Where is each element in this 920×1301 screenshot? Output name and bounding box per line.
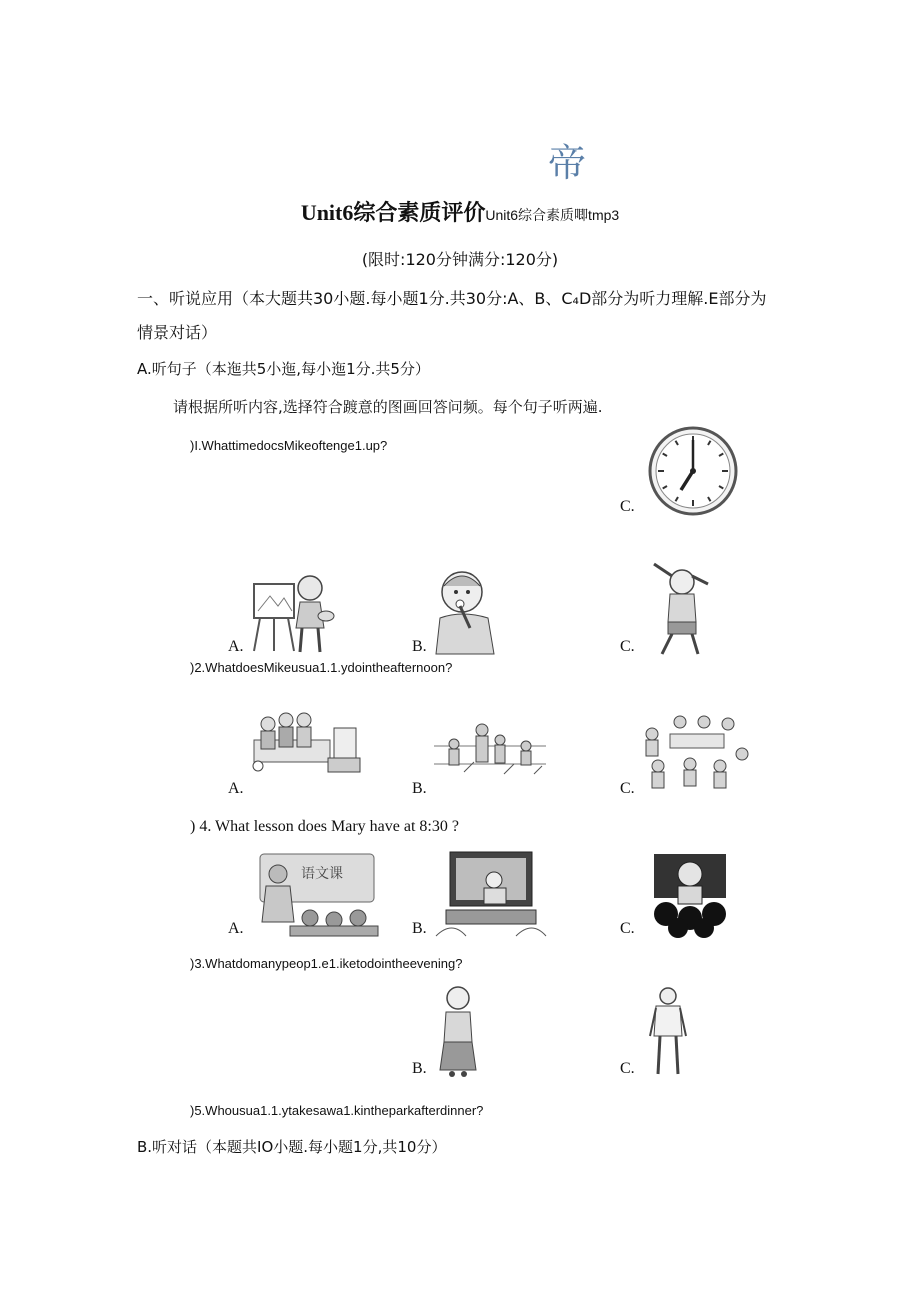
option-label-b: B. <box>412 780 427 797</box>
students-playing-image <box>640 714 752 794</box>
option-label-a: A. <box>228 638 244 655</box>
people-in-park-image <box>434 716 546 776</box>
question-1: )I.WhattimedocsMikeoftenge1.up? <box>190 438 388 453</box>
question-4: ) 4. What lesson does Mary have at 8:30 ? <box>190 818 459 835</box>
title-main: Unit6综合素质评价 <box>300 200 486 225</box>
page-title <box>0 196 920 227</box>
option-label-a: A. <box>228 920 244 937</box>
title-sub: Unit6综合素质唧tmp3 <box>485 207 620 223</box>
boy-exercising-image <box>642 564 722 656</box>
section1-heading: 一、听说应用（本大题共30小题.每小题1分.共30分:A、B、C₄D部分为听力理解.E部分为 <box>137 289 767 308</box>
old-woman-image <box>434 984 484 1080</box>
option-label-c: C. <box>620 780 635 797</box>
partA-instruction: 请根据所听内容,选择符合踱意的图画回答问频。每个句子听两遍. <box>173 398 603 416</box>
clock-image <box>648 426 738 516</box>
partA-heading: A.听句子（本迤共5小迤,每小迤1分.共5分） <box>137 360 430 378</box>
partB-heading: B.听对话（本题共IO小题.每小题1分,共10分） <box>137 1138 447 1156</box>
board-text: 语文课 <box>301 866 343 882</box>
option-label-c: C. <box>620 1060 635 1077</box>
question-3: )3.Whatdomanypeop1.e1.iketodointheevening? <box>190 956 463 971</box>
option-label-c: C. <box>620 498 635 515</box>
option-label-b: B. <box>412 1060 427 1077</box>
option-label-b: B. <box>412 920 427 937</box>
time-limit: (限时:120分钟满分:120分) <box>361 250 559 269</box>
school-logo: 帝 <box>548 141 587 185</box>
option-label-c: C. <box>620 920 635 937</box>
option-label-b: B. <box>412 638 427 655</box>
boy-brushing-teeth-image <box>430 566 505 656</box>
art-lesson-image <box>650 852 730 938</box>
section1-heading-cont: 情景对话） <box>137 323 218 342</box>
boy-painting-image <box>248 566 338 656</box>
young-man-image <box>646 986 692 1080</box>
science-lesson-image <box>432 850 550 936</box>
chinese-lesson-image <box>250 852 378 936</box>
question-2: )2.WhatdoesMikeusua1.1.ydointheafternoon? <box>190 660 453 675</box>
option-label-c: C. <box>620 638 635 655</box>
question-5: )5.Whousua1.1.ytakesawa1.kintheparkafterdinner? <box>190 1103 484 1118</box>
option-label-a: A. <box>228 780 244 797</box>
family-watching-tv-image <box>250 706 360 774</box>
